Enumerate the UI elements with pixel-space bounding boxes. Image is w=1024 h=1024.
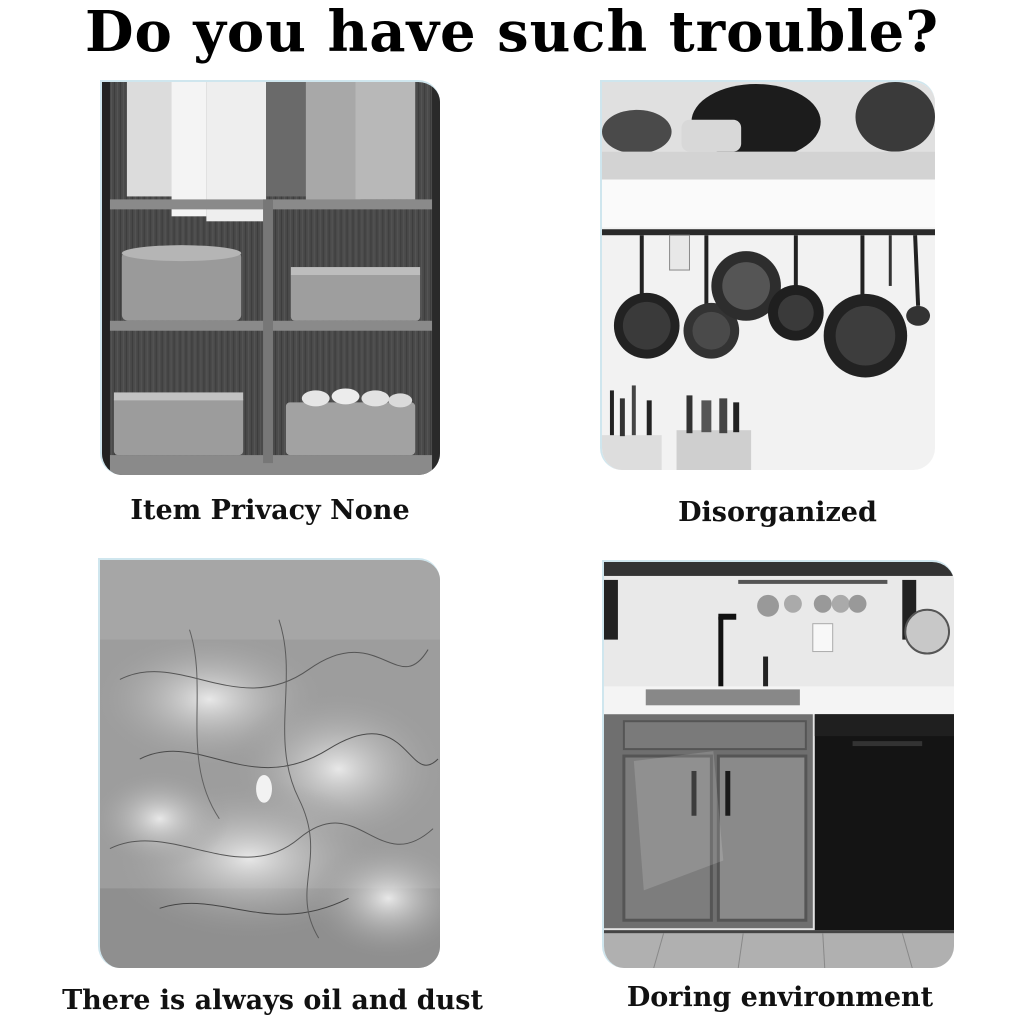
wardrobe-photo (100, 80, 440, 475)
caption-disorganized: Disorganized (678, 497, 877, 528)
kitchen-sink-photo (602, 560, 954, 968)
dust-floor-photo (98, 558, 440, 968)
caption-item-privacy: Item Privacy None (130, 495, 410, 526)
caption-oil-dust: There is always oil and dust (62, 985, 483, 1016)
headline: Do you have such trouble? (84, 0, 940, 65)
caption-doring-environment: Doring environment (626, 982, 934, 1013)
hanging-pans-photo (600, 80, 935, 470)
